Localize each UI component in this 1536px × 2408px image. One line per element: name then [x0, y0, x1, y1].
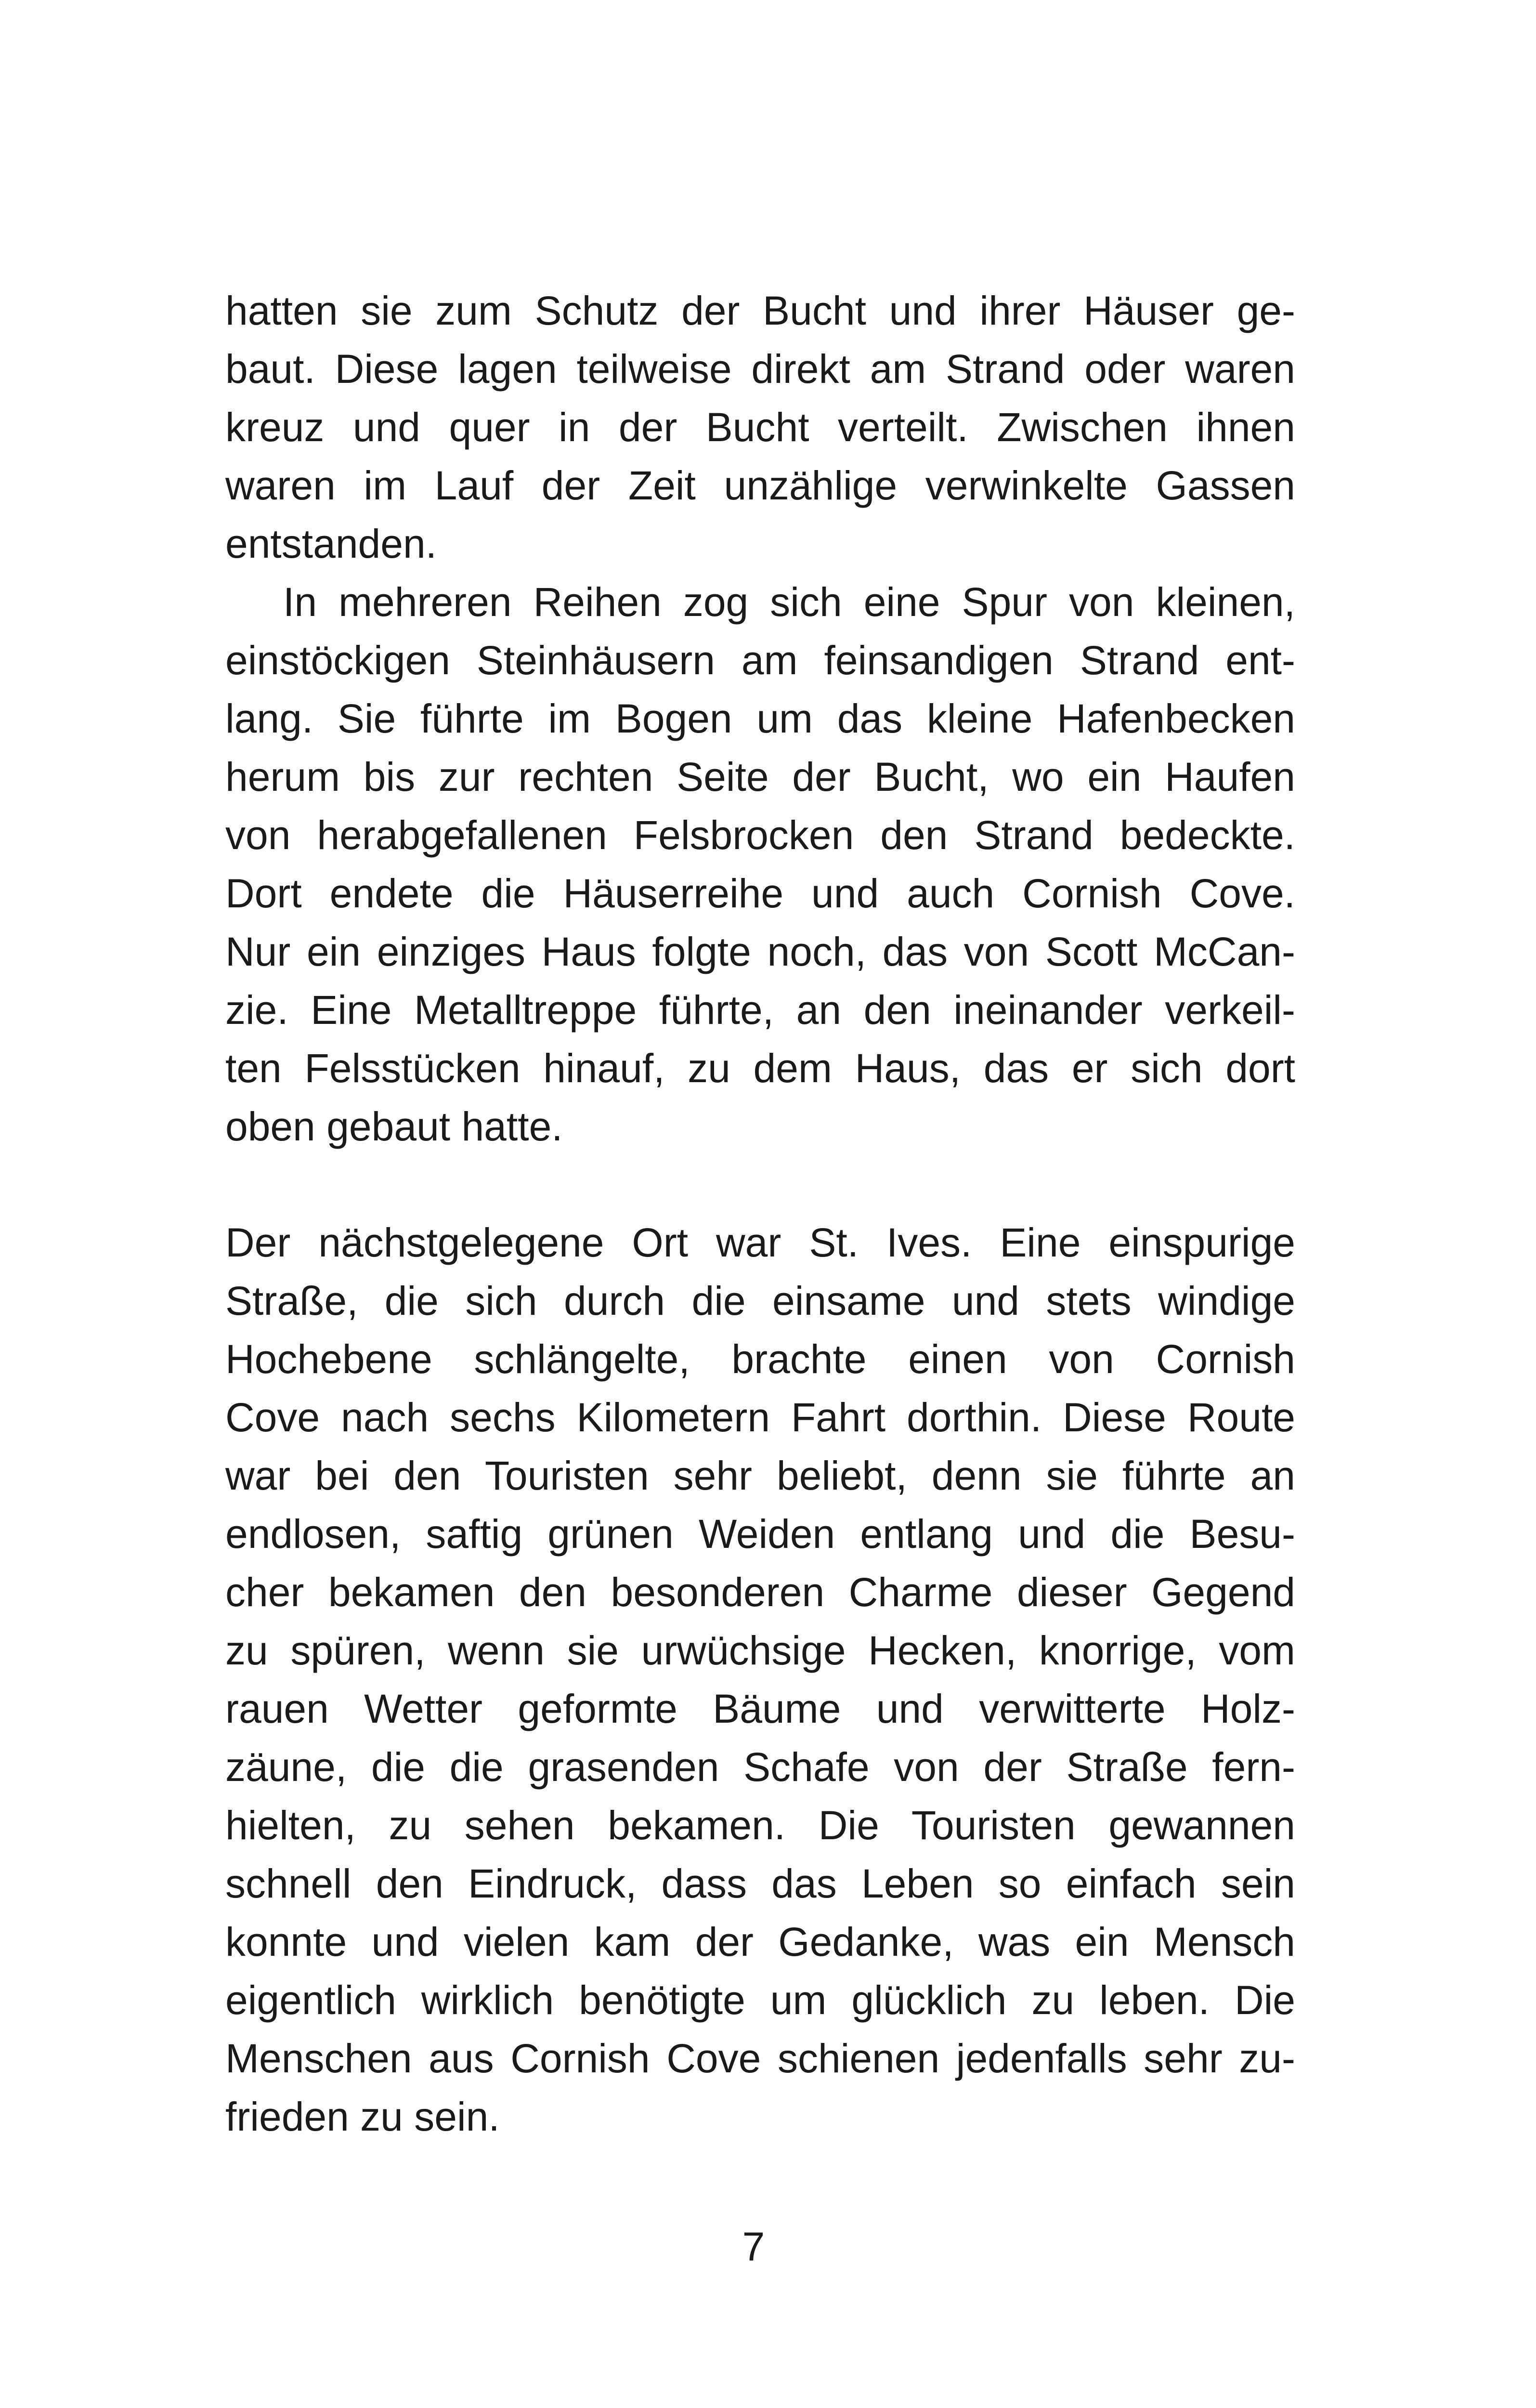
text-line: zu spüren, wenn sie urwüchsige Hecken, knorrige, vom — [225, 1628, 1295, 1673]
text-line: In mehreren Reihen zog sich eine Spur von kleinen, — [283, 579, 1295, 625]
text-line: konnte und vielen kam der Gedanke, was ein Mensch — [225, 1919, 1295, 1964]
text-line: rauen Wetter geformte Bäume und verwitterte Holz- — [225, 1686, 1295, 1731]
text-line: Der nächstgelegene Ort war St. Ives. Eine einspurige — [225, 1220, 1295, 1265]
text-line: einstöckigen Steinhäusern am feinsandigen Strand ent- — [225, 638, 1295, 683]
text-line: herum bis zur rechten Seite der Bucht, wo ein Haufen — [225, 754, 1295, 799]
text-line: entstanden. — [225, 521, 437, 566]
text-line: oben gebaut hatte. — [225, 1104, 563, 1149]
text-line: Nur ein einziges Haus folgte noch, das von Scott McCan- — [225, 929, 1295, 974]
text-line: Hochebene schlängelte, brachte einen von Cornish — [225, 1336, 1295, 1382]
text-line: hielten, zu sehen bekamen. Die Touristen gewannen — [225, 1803, 1295, 1848]
text-line: zäune, die die grasenden Schafe von der Straße fern- — [225, 1744, 1295, 1790]
text-line: von herabgefallenen Felsbrocken den Strand bedeckte. — [225, 812, 1295, 858]
text-line: waren im Lauf der Zeit unzählige verwinkelte Gassen — [225, 463, 1295, 508]
text-section-2 — [225, 1214, 1295, 2146]
paragraph-3 — [225, 1214, 1295, 2146]
page-number: 7 — [742, 2224, 765, 2269]
text-section-1 — [225, 282, 1295, 1156]
text-line: ten Felsstücken hinauf, zu dem Haus, das er sich dort — [225, 1046, 1295, 1091]
text-line: Menschen aus Cornish Cove schienen jedenfalls sehr zu- — [225, 2036, 1295, 2081]
paragraph-2 — [225, 573, 1295, 1156]
text-line: zie. Eine Metalltreppe führte, an den ineinander verkeil- — [225, 987, 1295, 1033]
text-line: Dort endete die Häuserreihe und auch Cornish Cove. — [225, 871, 1295, 916]
text-line: baut. Diese lagen teilweise direkt am Strand oder waren — [225, 346, 1295, 392]
text-line: Cove nach sechs Kilometern Fahrt dorthin. Diese Route — [225, 1395, 1295, 1440]
text-line: Straße, die sich durch die einsame und stets windige — [225, 1278, 1295, 1323]
text-line: endlosen, saftig grünen Weiden entlang und die Besu- — [225, 1511, 1295, 1557]
text-line: hatten sie zum Schutz der Bucht und ihrer Häuser ge- — [225, 288, 1295, 333]
text-line: schnell den Eindruck, dass das Leben so einfach sein — [225, 1861, 1295, 1906]
text-line: kreuz und quer in der Bucht verteilt. Zwischen ihnen — [225, 405, 1295, 450]
text-line: cher bekamen den besonderen Charme dieser Gegend — [225, 1570, 1295, 1615]
paragraph-1 — [225, 282, 1295, 573]
text-line: lang. Sie führte im Bogen um das kleine Hafenbecken — [225, 696, 1295, 741]
text-line: frieden zu sein. — [225, 2094, 500, 2139]
text-line: eigentlich wirklich benötigte um glücklich zu leben. Die — [225, 1977, 1295, 2023]
text-line: war bei den Touristen sehr beliebt, denn sie führte an — [225, 1453, 1295, 1498]
